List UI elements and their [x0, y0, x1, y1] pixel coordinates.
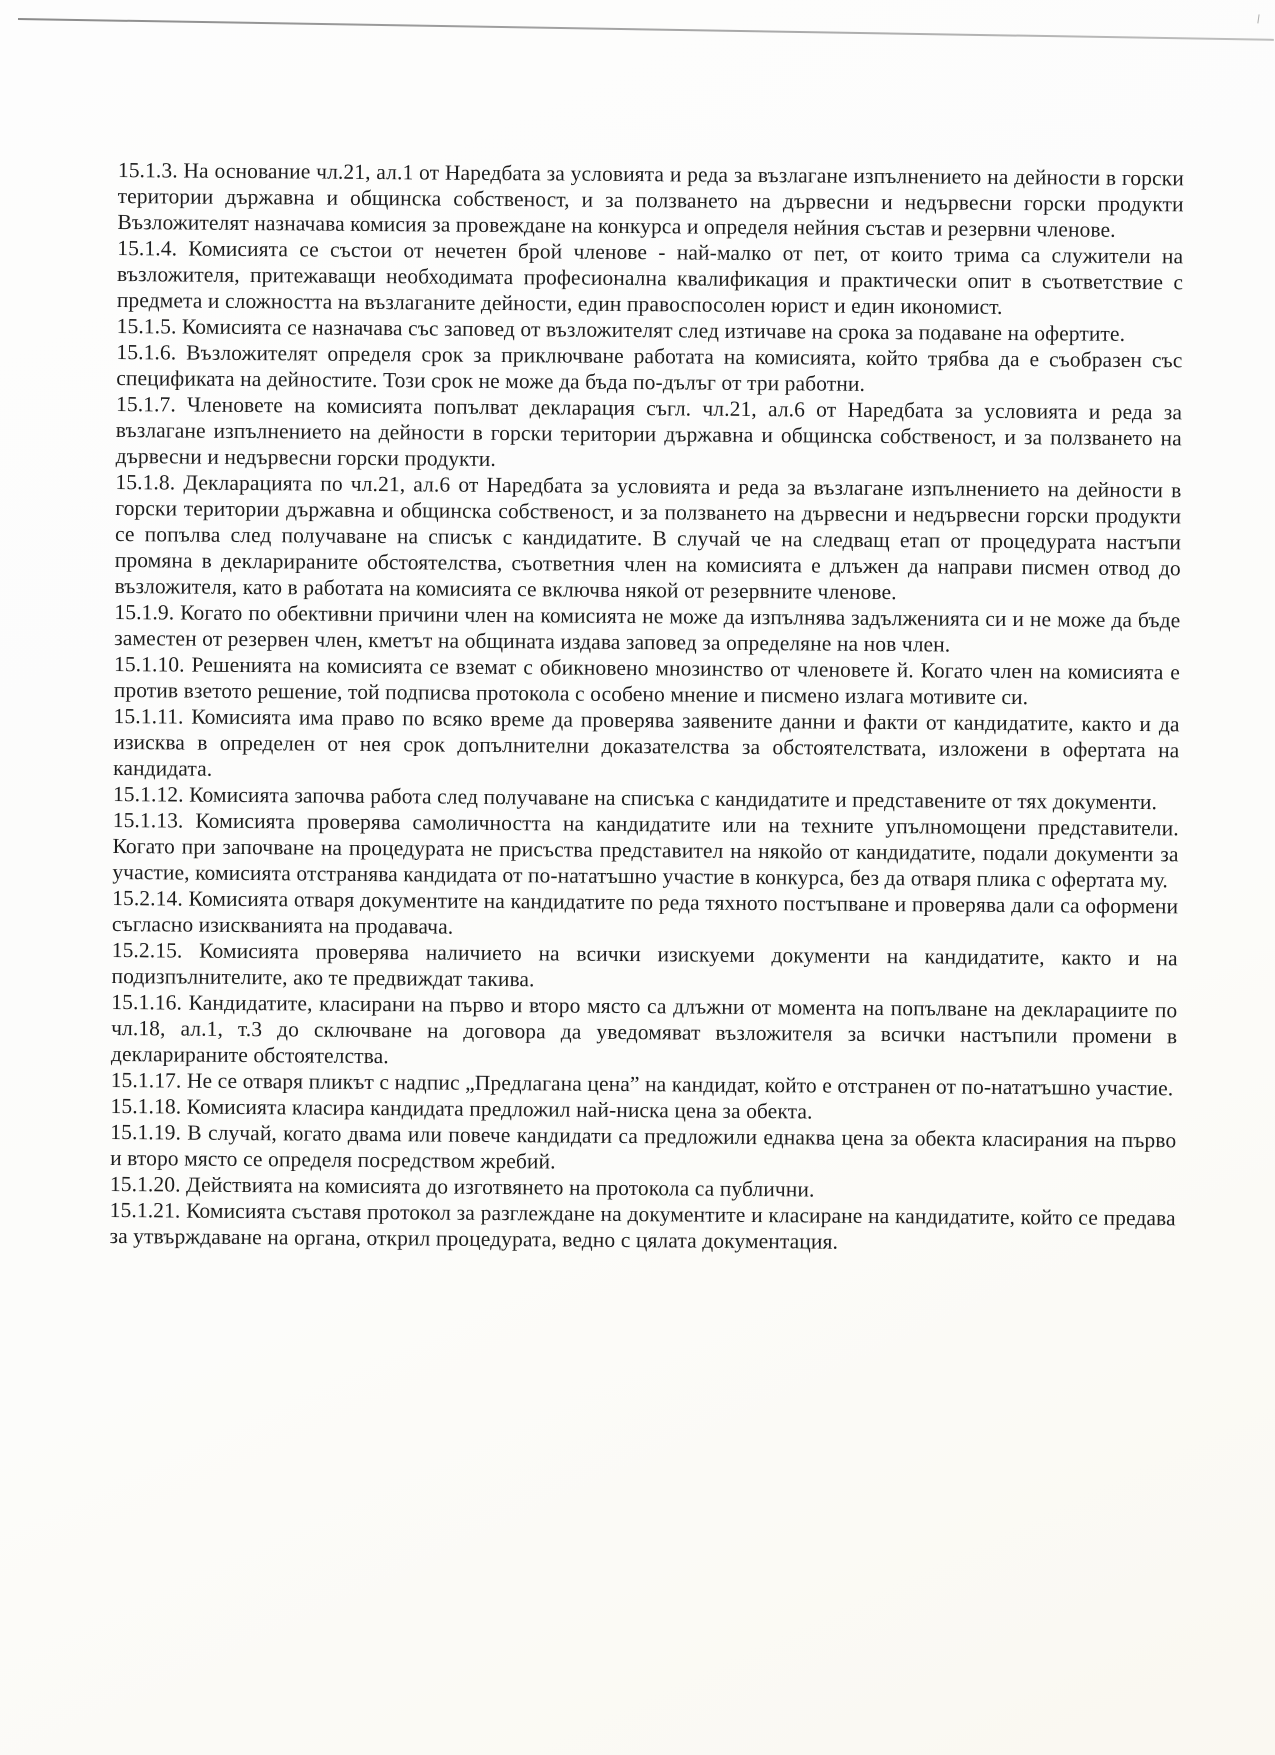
paragraph — [117, 157, 1184, 243]
paragraph-number: 15.1.6. — [116, 339, 177, 365]
paragraph-text: Комисията проверява наличието на всички изискуеми документи на кандидатите, както и на подизпълнителите, ако те предвиждат такива. — [111, 938, 1178, 992]
paragraph-number: 15.2.14. — [112, 885, 183, 911]
paragraph-number: 15.1.7. — [115, 391, 176, 417]
document-text — [109, 157, 1184, 1257]
scan-artifact-line — [18, 18, 1274, 41]
paragraph — [116, 339, 1182, 399]
paragraph-number: 15.1.16. — [111, 989, 183, 1015]
paragraph-number: 15.1.8. — [115, 469, 176, 495]
paragraph-number: 15.1.9. — [114, 599, 175, 625]
paragraph-text: Комисията съставя протокол за разглеждане на документите и класиране на кандидатите, който се предава за утвърждаване на органа, открил процедурата, ведно с цялата документация. — [109, 1198, 1176, 1254]
paragraph-number: 15.1.13. — [112, 807, 184, 833]
paragraph-text: Декларацията по чл.21, ал.6 от Наредбата за условията и реда за възлагане изпълнението на дейности в горски територии държавна и общинска собственост, и за ползването на дървесни и недървесни горски продукти се попълва след получаване на списък с кандидатите. В случай че на следващ етап от процедурата настъпи промяна в декларираните обстоятелства, съответния член на комисията е длъжен да направи писмен отвод до възложителя, като в работата на комисията се включва някой от резервните членове. — [114, 470, 1182, 605]
paragraph-text: Когато по обективни причини член на комисията не може да изпълнява задълженията си и не може да бъде заместен от резервен член, кметът на общината издава заповед за определяне на нов член. — [114, 600, 1181, 657]
paragraph — [116, 391, 1183, 477]
paragraph — [112, 885, 1178, 945]
paragraph-text: Действията на комисията до изготвянето на протокола са публични. — [186, 1172, 815, 1202]
paragraph-number: 15.2.15. — [111, 937, 183, 963]
paragraph-text: Комисията се състои от нечетен брой членове - най-малко от пет, от които трима са служители на възложителя, притежаващи необходимата професионална квалификация и практически опит в съответствие с предмета и сложността на възлаганите дейности, един правоспосолен юрист и един икономист. — [116, 236, 1184, 319]
paragraph — [117, 235, 1184, 321]
paragraph-text: Комисията класира кандидата предложил най-ниска цена за обекта. — [186, 1094, 813, 1124]
paragraph-number: 15.1.18. — [110, 1093, 182, 1119]
paragraph-text: Не се отваря пликът с надпис „Предлагана цена” на кандидат, който е отстранен от по-нататъшно участие. — [186, 1068, 1174, 1101]
paragraph — [112, 807, 1179, 893]
paragraph-text: Комисията започва работа след получаване на списъка с кандидатите и представените от тях документи. — [189, 782, 1158, 815]
paragraph-number: 15.1.21. — [109, 1197, 181, 1223]
paragraph-number: 15.1.5. — [116, 313, 177, 339]
paragraph — [111, 989, 1178, 1075]
paragraph — [114, 599, 1180, 659]
paragraph-number: 15.1.3. — [117, 157, 178, 183]
paragraph-text: Комисията проверява самоличността на кандидатите или на техните упълномощени представители. Когато при започване на процедурата не присъства представител на някойо от кандидатите, подали документи за участие, комисията отстранява кандидата от по-нататъшно участие в конкурса, без да отваря плика с офертата му. — [112, 808, 1179, 893]
paragraph-text: Членовете на комисията попълват декларация съгл. чл.21, ал.6 от Наредбата за условията и реда за възлагане изпълнението на дейности в горски територии държавна и общинска собственост, и за ползването на дървесни и недървесни горски продукти. — [115, 392, 1183, 471]
paragraph-text: Възложителят определя срок за приключване работата на комисията, който трябва да е съобразен със спецификата на дейностите. Този срок не може да бъда по-дълъг от три работни. — [116, 340, 1183, 396]
paragraph — [109, 1197, 1175, 1257]
paragraph — [110, 1119, 1176, 1179]
paragraph-number: 15.1.17. — [110, 1067, 182, 1093]
paragraph-number: 15.1.19. — [110, 1119, 182, 1145]
paragraph-number: 15.1.11. — [113, 703, 184, 729]
paragraph-text: Комисията отваря документите на кандидатите по реда тяхното постъпване и проверява дали са оформени съгласно изискванията на продавача. — [111, 886, 1179, 939]
paragraph — [114, 651, 1180, 711]
paragraph-number: 15.1.12. — [112, 781, 184, 807]
scan-corner-mark — [1251, 14, 1259, 24]
paragraph-text: Кандидатите, класирани на първо и второ място са длъжни от момента на попълване на декларациите по чл.18, ал.1, т.3 до сключване на договора да уведомяват възложителя за всички настъпили промени в декларираните обстоятелства. — [110, 990, 1178, 1069]
paragraph — [111, 937, 1177, 997]
paragraph-number: 15.1.20. — [109, 1171, 181, 1197]
paragraph-text: В случай, когато двама или повече кандидати са предложили еднаква цена за обекта класирания на първо и второ място се определя посредством жребий. — [110, 1120, 1177, 1174]
paragraph — [115, 469, 1182, 607]
paragraph-text: Комисията има право по всяко време да проверява заявените данни и факти от кандидатите, както и да изисква в определен от нея срок допълнителни доказателства за обстоятелствата, изложени в офертата на кандидата. — [113, 704, 1180, 781]
paragraph-text: Комисията се назначава със заповед от възложителят след изтичаве на срока за подаване на офертите. — [181, 314, 1126, 346]
paragraph-text: Решенията на комисията се вземат с обикновено мнозинство от членовете й. Когато член на комисията е против взетото решение, той подписва протокола с особено мнение и писмено излага мотивите си. — [113, 652, 1181, 710]
paragraph-number: 15.1.10. — [113, 651, 185, 677]
paragraph — [113, 703, 1180, 789]
paragraph-number: 15.1.4. — [117, 235, 178, 261]
paragraph-text: На основание чл.21, ал.1 от Наредбата за условията и реда за възлагане изпълнението на дейности в горски територии държавна и общинска собственост, и за ползването на дървесни и недървесни горски продукти Възложителят назначава комисия за провеждане на конкурса и определя нейния състав и резервни членове. — [117, 158, 1184, 242]
